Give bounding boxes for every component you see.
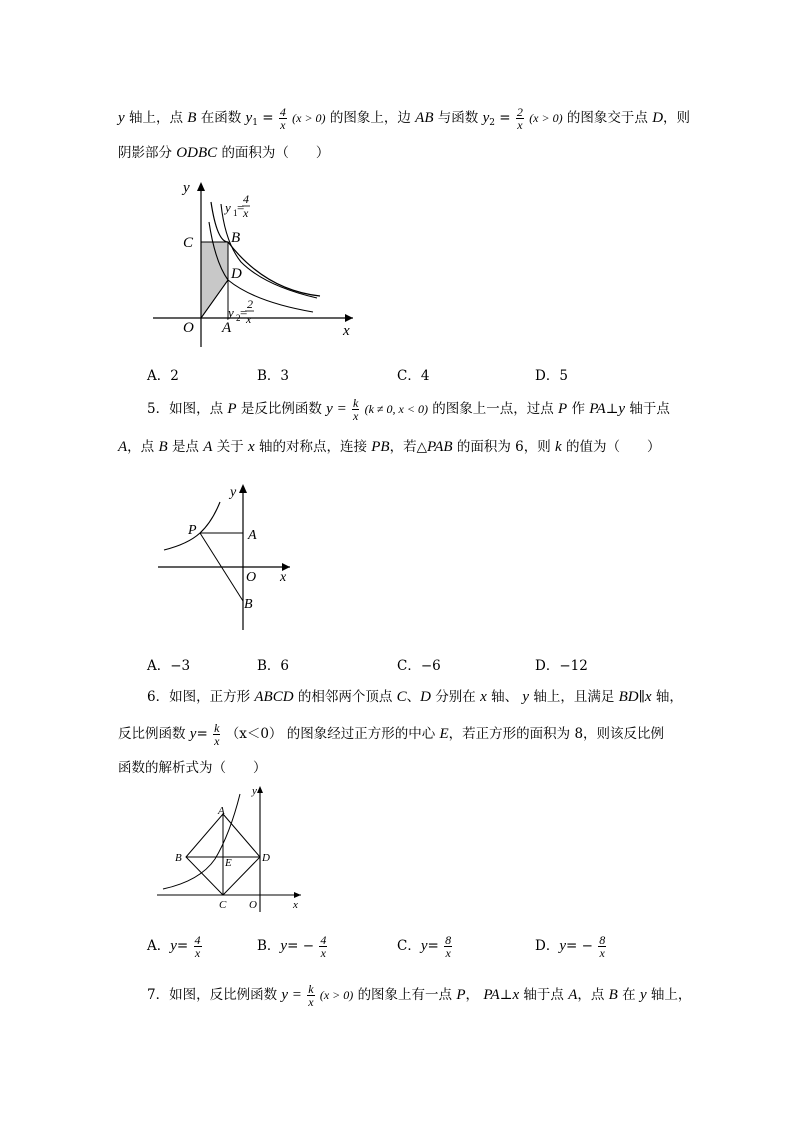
fig2-label-o: O xyxy=(246,570,257,585)
fig1-f1-den: x xyxy=(243,206,249,220)
q6-option-b-frac: $\frac{4}{x}$ xyxy=(320,933,327,960)
figure-q6 xyxy=(155,784,305,914)
fig1-label-x: x xyxy=(343,323,350,339)
fig2-label-a: A xyxy=(248,528,257,543)
fig3-label-a: A xyxy=(218,805,225,817)
q6-option-c[interactable]: C．y= $\frac{8}{x}$ xyxy=(397,933,452,960)
fig1-label-a: A xyxy=(222,320,232,336)
fig1-f1-num: 4 xyxy=(243,192,249,206)
q6-option-d-frac: $\frac{8}{x}$ xyxy=(599,933,606,960)
fig2-label-b: B xyxy=(244,597,253,612)
fig2-label-p: P xyxy=(188,523,197,538)
x-axis-arrow-icon xyxy=(345,314,353,322)
q4-line1: y 轴上，点 B 在函数 $y_1$ = $\frac{4}{x}$ (x > 0) 的图象上，边 AB 与函数 $y_2$ = $\frac{2}{x}$ (x > 0) 的图象交于点 D，则 xyxy=(118,105,691,132)
fig3-label-b: B xyxy=(175,852,182,864)
q6-option-a[interactable]: A．y= $\frac{4}{x}$ xyxy=(147,933,201,960)
fig1-label-y1: y xyxy=(225,200,231,215)
q4-frac-2-x: $\frac{2}{x}$ xyxy=(516,105,523,132)
q6-option-b[interactable]: B．y= − $\frac{4}{x}$ xyxy=(257,933,327,960)
q5-option-c[interactable]: C．−6 xyxy=(397,658,441,674)
q6-line2: 反比例函数 y= $\frac{k}{x}$ （x＜0） 的图象经过正方形的中心 E，若正方形的面积为 8，则该反比例 xyxy=(118,721,665,748)
shaded-region-odbc xyxy=(201,242,228,318)
q4-frac-4-x: $\frac{4}{x}$ xyxy=(279,105,286,132)
fig1-f2-den: x xyxy=(246,312,252,326)
figure-q4 xyxy=(145,172,365,352)
fig2-label-y: y xyxy=(230,485,237,500)
fig3-label-d: D xyxy=(262,852,270,864)
q6-line3: 函数的解析式为（ ） xyxy=(118,760,267,776)
fig1-label-d: D xyxy=(231,266,242,282)
fig3-label-c: C xyxy=(219,899,227,911)
hyperbola-branch xyxy=(163,794,240,889)
fig1-label-c: C xyxy=(183,235,194,251)
q6-frac-k-x: $\frac{k}{x}$ xyxy=(214,721,220,748)
fig2-label-x: x xyxy=(280,570,287,585)
fig1-label-sub1: 1 xyxy=(233,208,238,218)
q5-line2: A，点 B 是点 A 关于 x 轴的对称点，连接 PB，若△PAB 的面积为 6，则 k 的值为（ ） xyxy=(118,439,661,455)
y-axis-arrow-icon xyxy=(257,786,263,793)
q4-option-b[interactable]: B．3 xyxy=(257,368,290,384)
fig3-label-o: O xyxy=(249,899,257,911)
fig1-label-sub2: 2 xyxy=(236,313,241,323)
q4-line2: 阴影部分 ODBC 的面积为（ ） xyxy=(118,145,330,161)
q4-option-d[interactable]: D．5 xyxy=(535,368,568,384)
q6-line1: 6．如图，正方形 ABCD 的相邻两个顶点 C、D 分别在 x 轴、 y 轴上，且满足 BD∥x 轴， xyxy=(147,689,683,705)
fig3-label-e: E xyxy=(225,857,232,869)
q7-frac-k-x: $\frac{k}{x}$ xyxy=(308,982,314,1009)
q5-option-a[interactable]: A．−3 xyxy=(147,658,191,674)
fig3-label-x: x xyxy=(293,899,298,911)
q5-line1: 5．如图，点 P 是反比例函数 y = $\frac{k}{x}$ (k ≠ 0, x < 0) 的图象上一点，过点 P 作 PA⊥y 轴于点 xyxy=(147,396,670,423)
q5-option-b[interactable]: B．6 xyxy=(257,658,290,674)
q5-frac-k-x: $\frac{k}{x}$ xyxy=(352,396,359,423)
figure-q5 xyxy=(150,478,300,638)
q6-option-c-frac: $\frac{8}{x}$ xyxy=(445,933,452,960)
q4-option-c[interactable]: C．4 xyxy=(397,368,430,384)
svg-text:=: = xyxy=(237,200,245,215)
fig3-label-y: y xyxy=(252,785,257,797)
fig1-label-y2: y xyxy=(228,305,234,320)
fig1-label-y: y xyxy=(183,180,190,196)
fig1-f2-num: 2 xyxy=(247,297,253,311)
y-axis-arrow-icon xyxy=(239,484,247,493)
q6-option-a-frac: $\frac{4}{x}$ xyxy=(194,933,201,960)
q6-option-d[interactable]: D．y= − $\frac{8}{x}$ xyxy=(535,933,606,960)
y-axis-arrow-icon xyxy=(197,182,205,191)
svg-text:=: = xyxy=(240,305,248,320)
q5-option-d[interactable]: D．−12 xyxy=(535,658,588,674)
x-axis-arrow-icon xyxy=(294,892,301,898)
q4-option-a[interactable]: A．2 xyxy=(147,368,179,384)
q7-line1: 7．如图，反比例函数 y = $\frac{k}{x}$ (x > 0) 的图象上有一点 P， PA⊥x 轴于点 A，点 B 在 y 轴上， xyxy=(147,982,692,1009)
fig1-label-o: O xyxy=(183,320,194,336)
fig1-label-b: B xyxy=(231,230,241,246)
